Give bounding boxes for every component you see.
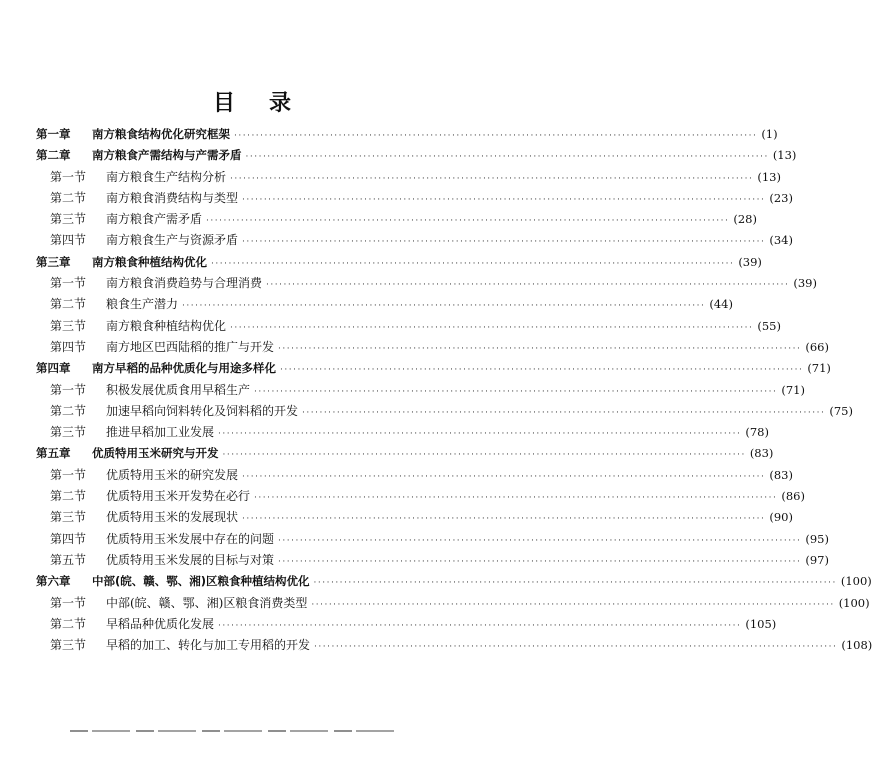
entry-page-number: (28) xyxy=(733,212,757,227)
entry-page-number: (105) xyxy=(745,616,777,631)
leader-dots: ························································································································ xyxy=(222,450,746,461)
leader-dots: ························································································································ xyxy=(280,365,804,376)
entry-page-number: (13) xyxy=(757,169,781,184)
entry-title: 南方早稻的品种优质化与用途多样化 xyxy=(92,361,276,376)
page-title: 目录 xyxy=(212,91,325,116)
entry-page-number: (86) xyxy=(781,489,805,504)
entry-title: 积极发展优质食用早稻生产 xyxy=(106,382,251,397)
leader-dots: ························································································································ xyxy=(278,343,802,354)
entry-label: 第四章 xyxy=(36,361,71,376)
entry-page-number: (71) xyxy=(807,361,831,376)
entry-label: 第四节 xyxy=(50,531,87,546)
entry-label: 第一节 xyxy=(50,595,87,610)
toc-section-entry xyxy=(36,337,829,358)
entry-title: 优质特用玉米的研究发展 xyxy=(106,467,239,482)
entry-title: 推进早稻加工业发展 xyxy=(106,425,215,440)
bottom-scan-rule xyxy=(70,730,400,732)
leader-dots: ························································································································ xyxy=(234,131,758,141)
entry-label: 第三节 xyxy=(50,638,87,653)
entry-title: 优质特用玉米发展中存在的问题 xyxy=(106,531,275,546)
entry-label: 第三章 xyxy=(36,254,71,269)
entry-title: 南方粮食生产结构分析 xyxy=(106,169,227,184)
entry-label: 第二节 xyxy=(50,297,87,312)
entry-label: 第二节 xyxy=(50,190,87,205)
entry-page-number: (1) xyxy=(761,127,778,141)
toc-chapter-entry xyxy=(36,252,762,273)
entry-label: 第二节 xyxy=(50,616,87,631)
leader-dots: ························································································································ xyxy=(242,237,766,248)
leader-dots: ························································································································ xyxy=(254,386,778,397)
toc-section-entry xyxy=(36,273,817,294)
leader-dots: ························································································································ xyxy=(254,493,778,504)
leader-dots: ························································································································ xyxy=(230,322,754,333)
entry-title: 南方粮食产需矛盾 xyxy=(106,212,203,227)
entry-label: 第一章 xyxy=(36,127,71,141)
entry-label: 第五节 xyxy=(50,552,87,567)
entry-label: 第四节 xyxy=(50,339,87,354)
toc-section-entry xyxy=(36,422,769,443)
toc-section-entry xyxy=(36,401,853,422)
entry-label: 第二节 xyxy=(50,403,87,418)
entry-page-number: (83) xyxy=(769,467,793,482)
entry-label: 第二章 xyxy=(36,148,71,163)
entry-label: 第二节 xyxy=(50,489,87,504)
toc-section-entry xyxy=(36,593,870,614)
leader-dots: ························································································································ xyxy=(245,152,769,163)
entry-label: 第三节 xyxy=(50,212,87,227)
toc-section-entry xyxy=(36,188,793,209)
entry-page-number: (75) xyxy=(829,403,853,418)
entry-title: 南方粮食种植结构优化 xyxy=(106,318,227,333)
entry-title: 南方粮食结构优化研究框架 xyxy=(92,127,230,141)
leader-dots: ························································································································ xyxy=(230,173,754,184)
entry-page-number: (34) xyxy=(769,233,793,248)
entry-page-number: (90) xyxy=(769,510,793,525)
toc-section-entry xyxy=(36,529,829,550)
entry-page-number: (55) xyxy=(757,318,781,333)
entry-title: 优质特用玉米发展的目标与对策 xyxy=(106,552,275,567)
entry-title: 优质特用玉米的发展现状 xyxy=(106,510,239,525)
entry-page-number: (95) xyxy=(805,531,829,546)
toc-section-entry xyxy=(36,380,805,401)
entry-label: 第三节 xyxy=(50,318,87,333)
toc-chapter-entry xyxy=(36,358,831,379)
entry-title: 加速早稻向饲料转化及饲料稻的开发 xyxy=(106,403,299,418)
entry-title: 南方地区巴西陆稻的推广与开发 xyxy=(106,339,275,354)
toc-section-entry xyxy=(36,316,781,337)
entry-page-number: (44) xyxy=(709,297,733,312)
toc-section-entry xyxy=(36,550,829,571)
toc-section-entry xyxy=(36,486,805,507)
entry-page-number: (66) xyxy=(805,339,829,354)
entry-page-number: (23) xyxy=(769,190,793,205)
toc-section-entry xyxy=(36,614,777,635)
leader-dots: ························································································································ xyxy=(218,620,742,631)
toc-chapter-entry xyxy=(36,571,872,592)
leader-dots: ························································································································ xyxy=(211,258,735,269)
entry-label: 第四节 xyxy=(50,233,87,248)
entry-label: 第一节 xyxy=(50,382,87,397)
entry-title: 优质特用玉米开发势在必行 xyxy=(106,489,251,504)
entry-title: 早稻的加工、转化与加工专用稻的开发 xyxy=(106,638,311,653)
toc-section-entry xyxy=(36,465,793,486)
entry-page-number: (83) xyxy=(749,446,774,461)
leader-dots: ························································································································ xyxy=(182,301,706,312)
toc-section-entry xyxy=(36,294,733,315)
entry-page-number: (71) xyxy=(781,382,805,397)
toc-section-entry xyxy=(36,209,757,230)
leader-dots: ························································································································ xyxy=(314,642,838,653)
leader-dots: ························································································································ xyxy=(206,216,730,227)
entry-page-number: (108) xyxy=(841,638,872,653)
toc-section-entry xyxy=(36,635,872,656)
entry-label: 第三节 xyxy=(50,510,87,525)
leader-dots: ························································································································ xyxy=(218,429,742,440)
entry-page-number: (100) xyxy=(840,574,872,589)
entry-label: 第一节 xyxy=(50,467,87,482)
entry-label: 第一节 xyxy=(50,169,87,184)
leader-dots: ························································································································ xyxy=(302,407,826,418)
entry-title: 南方粮食种植结构优化 xyxy=(92,254,207,269)
entry-title: 粮食生产潜力 xyxy=(106,297,179,312)
leader-dots: ························································································································ xyxy=(311,599,835,610)
toc-chapter-entry xyxy=(36,145,797,166)
entry-title: 南方粮食生产与资源矛盾 xyxy=(106,233,239,248)
entry-page-number: (100) xyxy=(838,595,870,610)
leader-dots: ························································································································ xyxy=(278,556,802,567)
toc-chapter-entry xyxy=(36,124,778,145)
entry-label: 第六章 xyxy=(36,574,71,589)
entry-label: 第一节 xyxy=(50,276,87,291)
toc-section-entry xyxy=(36,230,793,251)
leader-dots: ························································································································ xyxy=(313,578,837,589)
toc-chapter-entry xyxy=(36,443,774,464)
entry-page-number: (39) xyxy=(738,254,762,269)
entry-label: 第五章 xyxy=(36,446,71,461)
entry-page-number: (78) xyxy=(745,425,769,440)
toc-section-entry xyxy=(36,167,781,188)
leader-dots: ························································································································ xyxy=(278,535,802,546)
leader-dots: ························································································································ xyxy=(242,514,766,525)
entry-page-number: (39) xyxy=(793,276,817,291)
entry-title: 南方粮食消费趋势与合理消费 xyxy=(106,276,263,291)
toc-section-entry xyxy=(36,507,793,528)
entry-page-number: (13) xyxy=(772,148,797,163)
leader-dots: ························································································································ xyxy=(242,194,766,205)
entry-title: 南方粮食消费结构与类型 xyxy=(106,190,239,205)
entry-title: 优质特用玉米研究与开发 xyxy=(92,446,219,461)
leader-dots: ························································································································ xyxy=(242,471,766,482)
entry-title: 中部(皖、赣、鄂、湘)区粮食种植结构优化 xyxy=(92,574,310,589)
table-of-contents xyxy=(36,124,872,656)
leader-dots: ························································································································ xyxy=(266,280,790,291)
entry-title: 南方粮食产需结构与产需矛盾 xyxy=(92,148,242,163)
entry-page-number: (97) xyxy=(805,552,829,567)
entry-title: 中部(皖、赣、鄂、湘)区粮食消费类型 xyxy=(106,595,308,610)
entry-title: 早稻品种优质化发展 xyxy=(106,616,215,631)
entry-label: 第三节 xyxy=(50,425,87,440)
